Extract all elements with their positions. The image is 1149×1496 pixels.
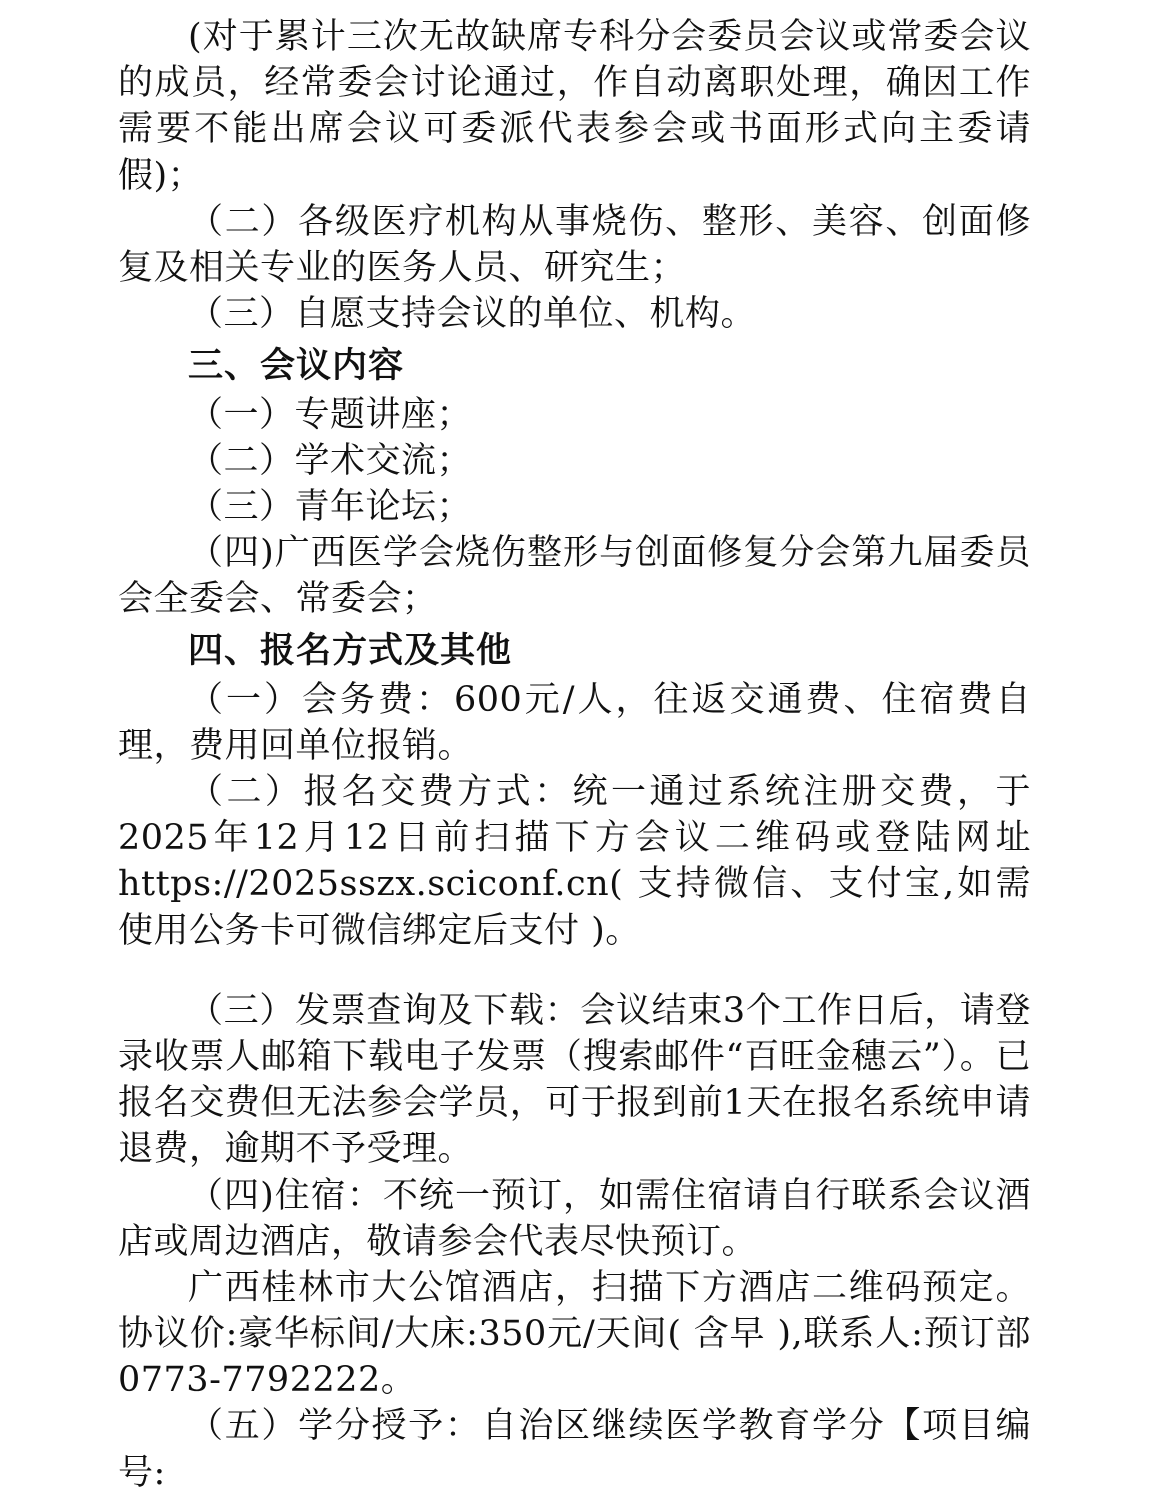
paragraph-conference-fee: （一）会务费：600元/人，往返交通费、住宿费自理，费用回单位报销。 xyxy=(118,679,1031,766)
paragraph-content-committee-meeting: （四)广西医学会烧伤整形与创面修复分会第九届委员会全委会、常委会； xyxy=(118,533,1031,620)
paragraph-accommodation: （四)住宿：不统一预订，如需住宿请自行联系会议酒店或周边酒店，敬请参会代表尽快预订。 xyxy=(118,1175,1031,1262)
paragraph-payment-method: （二）报名交费方式：统一通过系统注册交费，于2025年12月12日前扫描下方会议二维码或登陆网址https://2025sszx.sciconf.cn( 支持微信、支付宝,如需使用公务卡可微信绑定后支付 )。 xyxy=(118,772,1031,951)
paragraph-credits-award: （五）学分授予：自治区继续医学教育学分【项目编号: xyxy=(118,1406,1031,1493)
paragraph-attendee-support-units: （三）自愿支持会议的单位、机构。 xyxy=(188,294,757,335)
paragraph-attendee-medical-staff: （二）各级医疗机构从事烧伤、整形、美容、创面修复及相关专业的医务人员、研究生； xyxy=(118,201,1031,288)
paragraph-content-special-lecture: （一）专题讲座； xyxy=(188,394,473,435)
heading-meeting-content: 三、会议内容 xyxy=(188,346,405,387)
paragraph-content-youth-forum: （三）青年论坛； xyxy=(188,486,473,527)
paragraph-spacer xyxy=(118,954,1031,988)
document-body xyxy=(118,14,1031,1496)
paragraph-invoice-query-download: （三）发票查询及下载：会议结束3个工作日后，请登录收票人邮箱下载电子发票（搜索邮件“百旺金穗云”）。已报名交费但无法参会学员，可于报到前1天在报名系统申请退费，逾期不予受理。 xyxy=(118,990,1031,1170)
heading-registration-and-other: 四、报名方式及其他 xyxy=(188,631,513,672)
paragraph-absence-rule: (对于累计三次无故缺席专科分会委员会议或常委会议的成员，经常委会讨论通过，作自动离职处理，确因工作需要不能出席会议可委派代表参会或书面形式向主委请假)； xyxy=(118,17,1031,196)
paragraph-content-academic-exchange: （二）学术交流； xyxy=(188,440,473,481)
paragraph-hotel-info: 广西桂林市大公馆酒店，扫描下方酒店二维码预定。协议价:豪华标间/大床:350元/天间( 含早 ),联系人:预订部0773-7792222。 xyxy=(118,1267,1031,1401)
